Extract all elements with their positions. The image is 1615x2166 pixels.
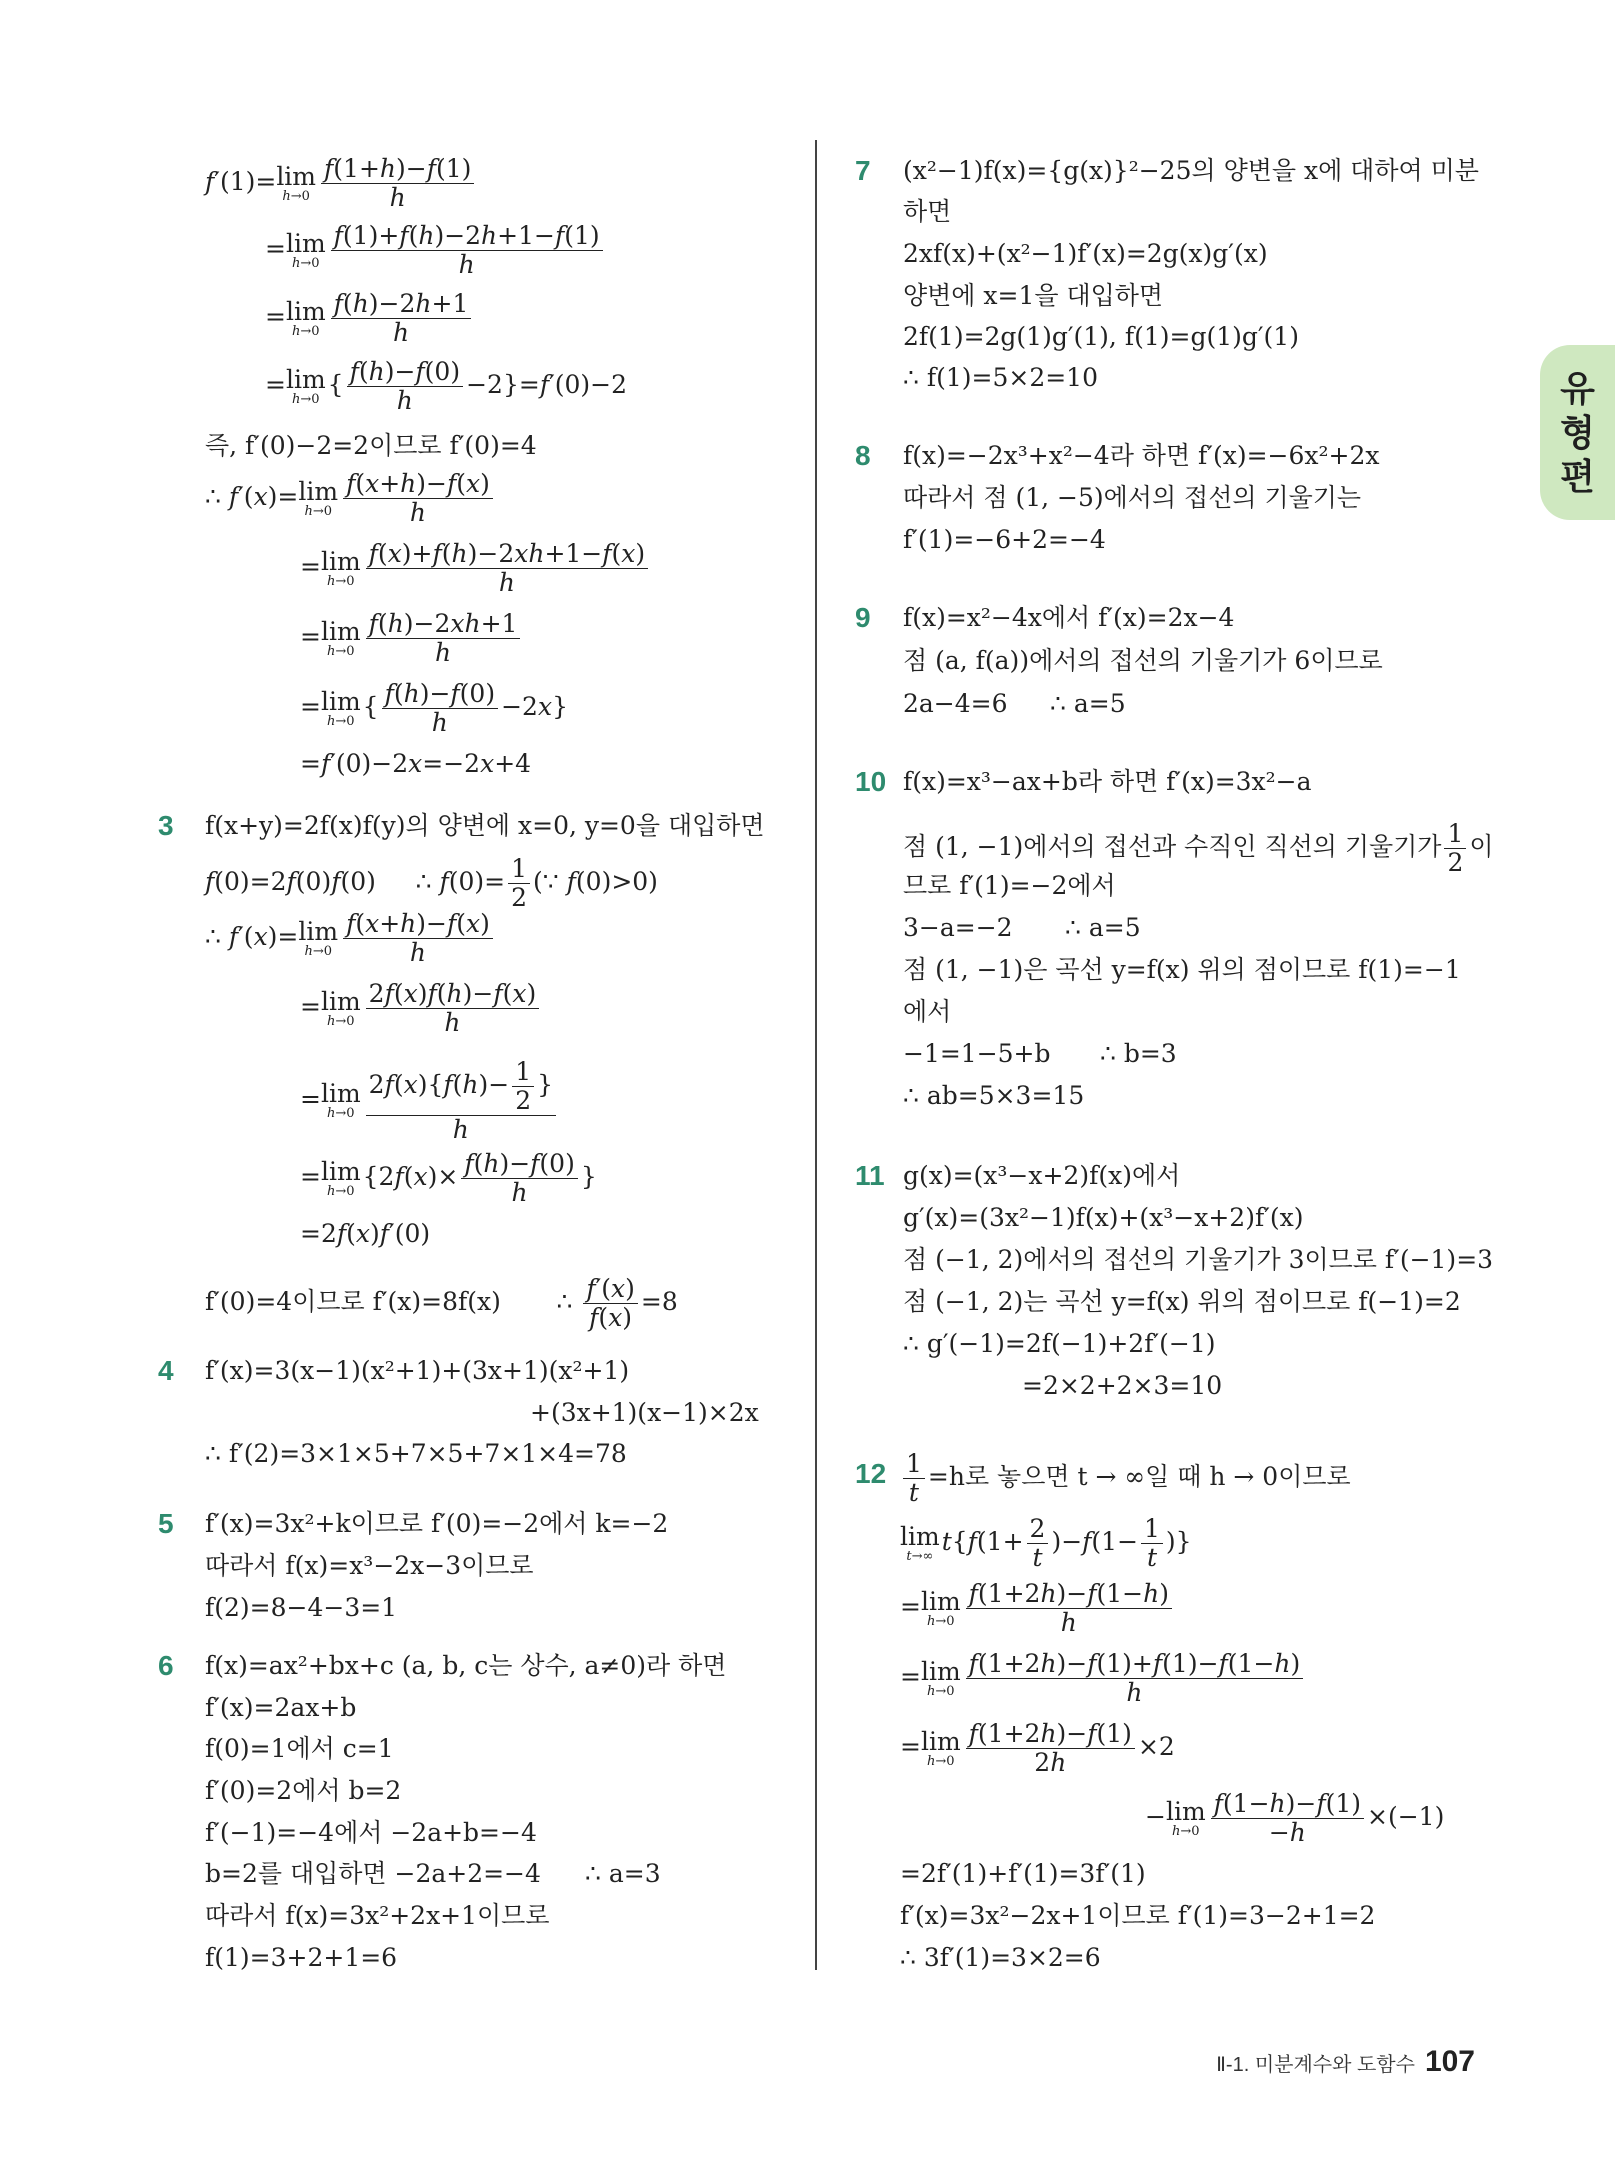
text-line: g(x)=(x³−x+2)f(x)에서 [903,1161,1181,1190]
text-line: f(x+y)=2f(x)f(y)의 양변에 x=0, y=0을 대입하면 [205,811,765,840]
eq-line: ∴ f′(x)= lim h→0 $\frac{f(x+h)-f(x)}{h}$ [205,910,496,967]
eq-line: = lim h→0 $\frac{f(1)+f(h)-2h+1-f(1)}{h}$ [265,222,606,279]
eq-line: f′(0)=4이므로 f′(x)=8f(x) ∴ $\frac{f'(x)}{f(x)}$ =8 [205,1274,678,1332]
text-line: 하면 [903,197,952,226]
text-segment: f′(0)=4이므로 f′(x)=8f(x) [205,1287,501,1316]
text-line: f(2)=8−4−3=1 [205,1593,398,1622]
eq-line: − lim h→0 $\frac{f(1-h)-f(1)}{-h}$ ×(−1) [1145,1789,1445,1847]
eq-line: = lim h→0 $\frac{f(1+2h)-f(1-h)}{h}$ [900,1580,1175,1637]
text-line: 2f(1)=2g(1)g′(1), f(1)=g(1)g′(1) [903,322,1299,351]
text-line: 즉, f′(0)−2=2이므로 f′(0)=4 [205,431,537,460]
side-tab-char: 유 [1560,368,1595,409]
text-line: f′(x)=3x²−2x+1이므로 f′(1)=3−2+1=2 [900,1901,1376,1930]
text-line: =2f′(1)+f′(1)=3f′(1) [900,1859,1146,1888]
text-segment: =h로 놓으면 t → ∞일 때 h → 0이므로 [927,1462,1351,1491]
section-label: Ⅱ-1. 미분계수와 도함수 [1216,2054,1415,2076]
text-line: =2×2+2×3=10 [1022,1371,1223,1400]
eq-line: 점 (1, −1)에서의 접선과 수직인 직선의 기울기가 $\frac{1}{2}$ 이 [903,819,1494,877]
side-tab-char: 형 [1560,412,1595,453]
column-divider [815,140,817,1970]
eq-line: = lim h→0 2f(x){f(h)− $\frac{1}{2}$ } h [300,1058,559,1144]
problem-number: 5 [158,1508,174,1539]
side-tab [1540,345,1615,520]
text-line: 따라서 f(x)=3x²+2x+1이므로 [205,1901,550,1930]
text-line: ∴ b=3 [1100,1039,1177,1068]
eq-line: = lim h→0 $\frac{f(1+2h)-f(1)}{2h}$ ×2 [900,1719,1175,1777]
eq-line: = lim h→0 $\frac{f(x)+f(h)-2xh+1-f(x)}{h}$ [300,540,651,597]
text-line: +(3x+1)(x−1)×2x [530,1398,759,1427]
text-line: 2a−4=6 [903,689,1008,718]
text-line: −1=1−5+b [903,1039,1051,1068]
text-line: 3−a=−2 [903,913,1013,942]
eq-line: f(0)=2f(0)f(0) ∴ f(0)= $\frac{1}{2}$ (∵ f(0)>0) [205,854,658,912]
eq-line: = lim h→0 $\frac{2f(x)f(h)-f(x)}{h}$ [300,980,542,1037]
page-footer [1216,2045,1475,2079]
text-line: ∴ 3f′(1)=3×2=6 [900,1943,1101,1972]
eq-line: =2f(x)f′(0) [300,1219,431,1248]
text-line: ∴ f(1)=5×2=10 [903,363,1098,392]
text-line: f(x)=x³−ax+b라 하면 f′(x)=3x²−a [903,767,1312,796]
problem-number: 10 [855,766,887,797]
text-segment: 이 [1469,832,1494,861]
text-line: 점 (a, f(a))에서의 접선의 기울기가 6이므로 [903,646,1383,675]
text-line: 2xf(x)+(x²−1)f′(x)=2g(x)g′(x) [903,239,1268,268]
text-line: ∴ ab=5×3=15 [903,1081,1085,1110]
eq-line: f′(1)= lim h→0 $\frac{f(1+h)-f(1)}{h}$ [205,155,477,212]
eq-line: = lim h→0 { $\frac{f(h)-f(0)}{h}$ −2x} [300,679,568,737]
text-line: 점 (1, −1)은 곡선 y=f(x) 위의 점이므로 f(1)=−1 [903,955,1461,984]
text-line: f′(x)=3(x−1)(x²+1)+(3x+1)(x²+1) [205,1356,630,1385]
text-line: f′(0)=2에서 b=2 [205,1776,402,1805]
problem-number: 3 [158,810,174,841]
text-line: f′(1)=−6+2=−4 [903,525,1106,554]
problem-number: 7 [855,155,871,186]
text-line: f(x)=ax²+bx+c (a, b, c는 상수, a≠0)라 하면 [205,1651,727,1680]
problem-number: 8 [855,440,871,471]
text-line: ∴ f′(2)=3×1×5+7×5+7×1×4=78 [205,1439,627,1468]
problem-number: 4 [158,1355,174,1386]
eq-line: = lim h→0 { $\frac{f(h)-f(0)}{h}$ −2}=f′(0)−2 [265,357,628,415]
text-line: f′(x)=2ax+b [205,1693,357,1722]
eq-line: $\frac{1}{t}$ =h로 놓으면 t → ∞일 때 h → 0이므로 [900,1450,1351,1507]
eq-line: = lim h→0 {2f(x)× $\frac{f(h)-f(0)}{h}$ } [300,1149,597,1207]
eq-line: = lim h→0 $\frac{f(h)-2h+1}{h}$ [265,290,474,347]
problem-number: 6 [158,1650,174,1681]
eq-line: lim t→∞ t{f(1+ $\frac{2}{t}$ )−f(1− $\frac{1}{t}$ )} [900,1514,1192,1572]
eq-line: = lim h→0 $\frac{f(h)-2xh+1}{h}$ [300,610,523,667]
text-line: f(0)=1에서 c=1 [205,1734,394,1763]
text-line: ∴ a=5 [1050,689,1126,718]
text-line: 따라서 f(x)=x³−2x−3이므로 [205,1551,534,1580]
text-line: 따라서 점 (1, −5)에서의 접선의 기울기는 [903,483,1362,512]
text-line: f′(x)=3x²+k이므로 f′(0)=−2에서 k=−2 [205,1509,669,1538]
text-line: ∴ g′(−1)=2f(−1)+2f′(−1) [903,1329,1216,1358]
text-line: 므로 f′(1)=−2에서 [903,871,1116,900]
text-line: 양변에 x=1을 대입하면 [903,281,1164,310]
problem-number: 12 [855,1458,887,1489]
text-line: (x²−1)f(x)={g(x)}²−25의 양변을 x에 대하여 미분 [903,156,1479,185]
eq-line: =f′(0)−2x=−2x+4 [300,749,532,778]
text-line: 에서 [903,997,952,1026]
text-line: f(1)=3+2+1=6 [205,1943,398,1972]
text-line: ∴ a=3 [585,1859,661,1888]
text-line: f(x)=x²−4x에서 f′(x)=2x−4 [903,603,1235,632]
text-line: f(x)=−2x³+x²−4라 하면 f′(x)=−6x²+2x [903,441,1380,470]
problem-number: 9 [855,602,871,633]
eq-line: ∴ f′(x)= lim h→0 $\frac{f(x+h)-f(x)}{h}$ [205,470,496,527]
side-tab-char: 편 [1560,456,1595,497]
text-line: 점 (−1, 2)는 곡선 y=f(x) 위의 점이므로 f(−1)=2 [903,1287,1461,1316]
text-line: g′(x)=(3x²−1)f(x)+(x³−x+2)f′(x) [903,1203,1304,1232]
text-line: 점 (−1, 2)에서의 접선의 기울기가 3이므로 f′(−1)=3 [903,1245,1494,1274]
page-number: 107 [1424,2045,1475,2078]
problem-number: 11 [855,1160,885,1191]
text-segment: 점 (1, −1)에서의 접선과 수직인 직선의 기울기가 [903,832,1442,861]
text-line: ∴ a=5 [1065,913,1141,942]
eq-line: = lim h→0 $\frac{f(1+2h)-f(1)+f(1)-f(1-h)}{h}$ [900,1650,1306,1707]
text-line: f′(−1)=−4에서 −2a+b=−4 [205,1818,537,1847]
text-line: b=2를 대입하면 −2a+2=−4 [205,1859,541,1888]
